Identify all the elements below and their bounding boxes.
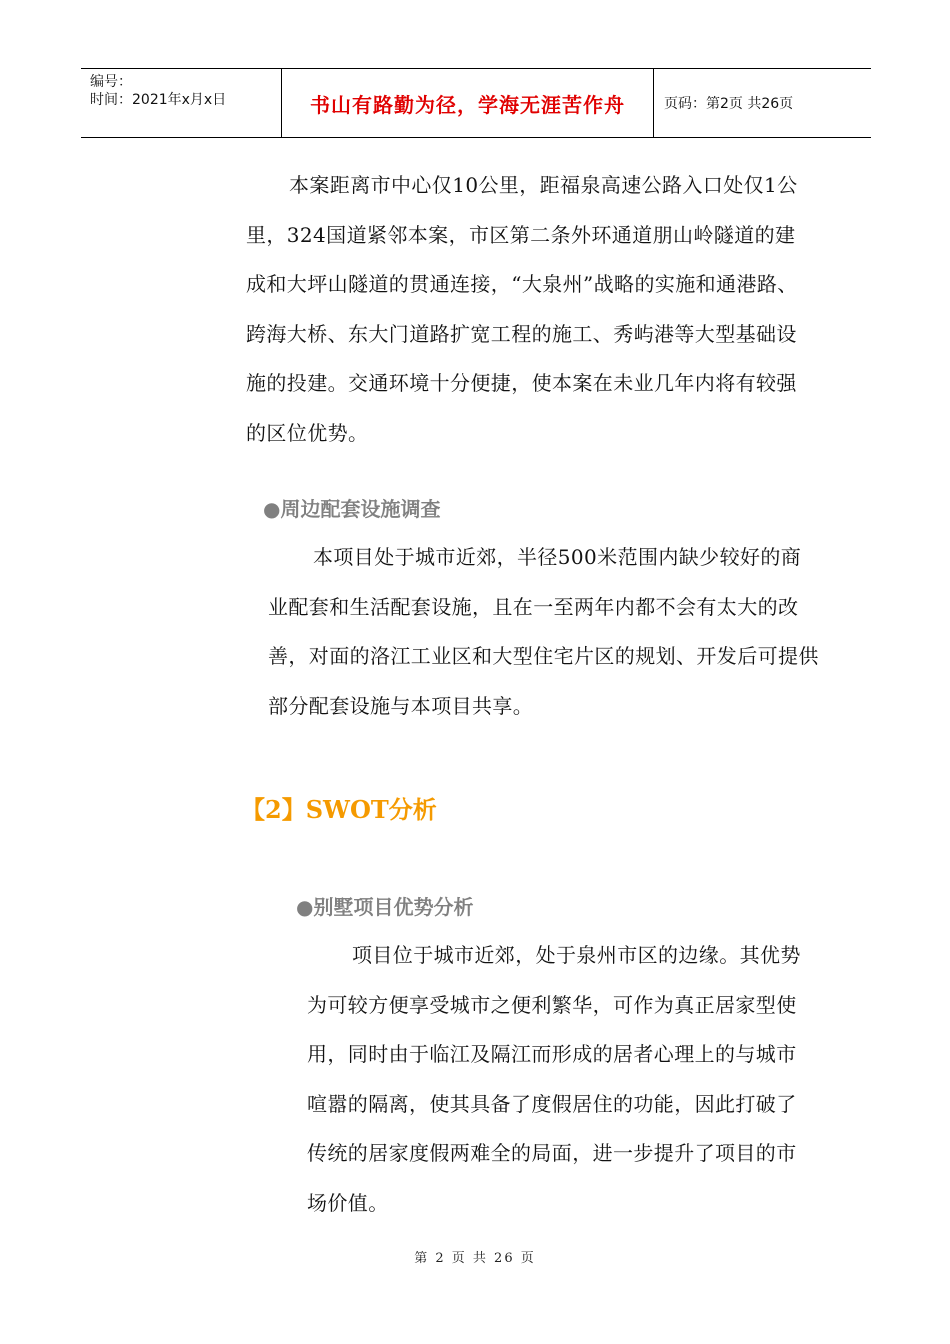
header-meta (81, 69, 281, 137)
page-footer: 第 2 页 共 26 页 (414, 1251, 536, 1266)
section-title-swot: 【2】SWOT分析 (241, 795, 437, 824)
heading-surrounding-facilities: ●周边配套设施调查 (263, 497, 441, 521)
header-motto: 书山有路勤为径，学海无涯苦作舟 (310, 92, 625, 117)
header-page-info: 页码：第2页 共26页 (664, 96, 794, 112)
header-number-label: 编号： (90, 74, 132, 90)
paragraph-advantages: 项目位于城市近郊，处于泉州市区的边缘。其优势为可较方便享受城市之便利繁华，可作为真正居家型使用，同时由于临江及隔江而形成的居者心理上的与城市喧嚣的隔离，使其具备了度假居住的功能，因此打破了传统的居家度假两难全的局面，进一步提升了项目的市场价值。 (307, 943, 801, 1215)
paragraph-location: 本案距离市中心仅10公里，距福泉高速公路入口处仅1公里，324国道紧邻本案，市区第二条外环通道朋山岭隧道的建成和大坪山隧道的贯通连接，“大泉州”战略的实施和通港路、跨海大桥、东大门道路扩宽工程的施工、秀屿港等大型基础设施的投建。交通环境十分便捷，使本案在未业几年内将有较强的区位优势。 (246, 173, 798, 445)
header-motto-cell (281, 69, 654, 137)
heading-villa-advantages: ●别墅项目优势分析 (296, 895, 474, 919)
header-time-label: 时间：2021年x月x日 (90, 92, 227, 108)
page-header (81, 68, 871, 138)
paragraph-facilities: 本项目处于城市近郊，半径500米范围内缺少较好的商业配套和生活配套设施，且在一至两年内都不会有太大的改善，对面的洛江工业区和大型住宅片区的规划、开发后可提供部分配套设施与本项目共享。 (268, 545, 819, 718)
